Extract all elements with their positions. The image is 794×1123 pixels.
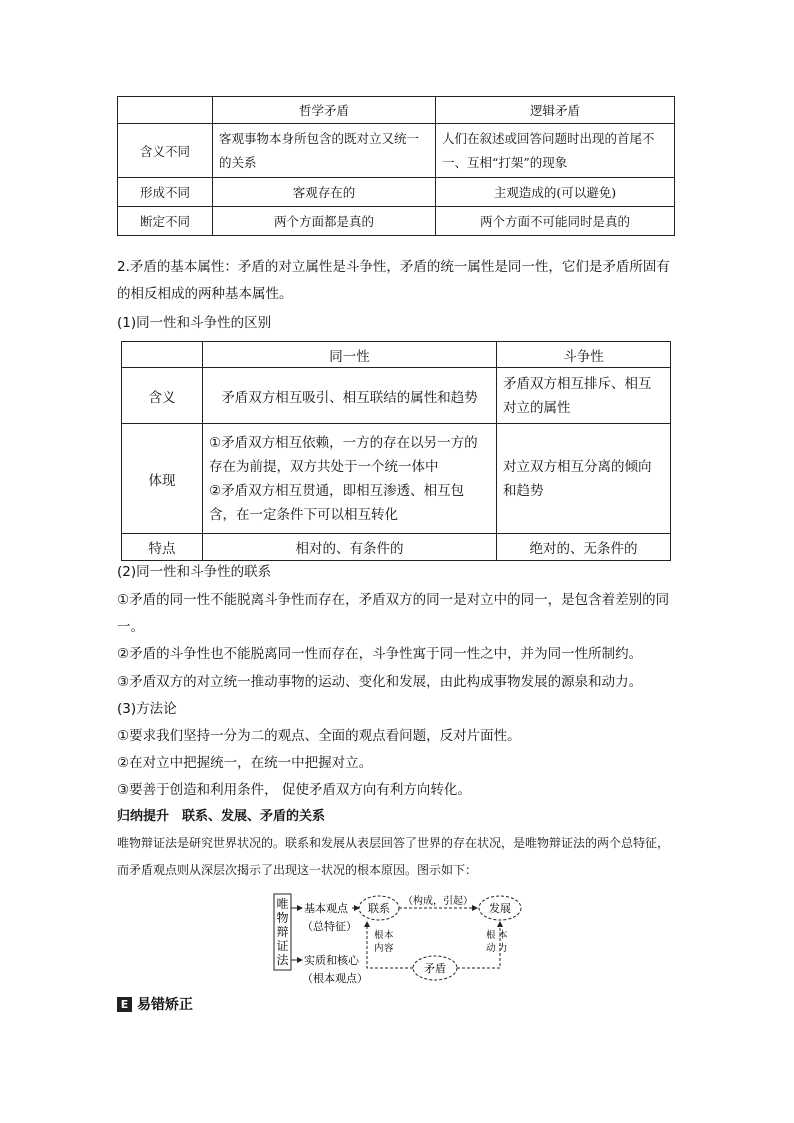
summary-heading: 归纳提升 联系、发展、矛盾的关系 (117, 809, 326, 824)
arrow-label: （构成，引起） (403, 896, 473, 907)
root-char: 辩 (276, 925, 289, 939)
node-contradiction-label: 矛盾 (424, 962, 446, 975)
right-label-char: 动 (486, 943, 496, 954)
method-point-2: ②在对立中把握统一，在统一中把握对立。 (117, 755, 373, 771)
dialectics-diagram (268, 890, 540, 990)
relation-point-3: ③矛盾双方的对立统一推动事物的运动、变化和发展，由此构成事物发展的源泉和动力。 (117, 674, 643, 690)
table1-cell: 两个方面不可能同时是真的 (436, 207, 675, 236)
section2-sub1-title: (1)同一性和斗争性的区别 (117, 315, 272, 331)
table2-header-identity: 同一性 (203, 342, 497, 368)
table2-row-label: 含义 (122, 368, 203, 424)
table1-header-empty (118, 97, 213, 124)
left-label-char: 根 (374, 930, 384, 941)
table2-cell: 相对的、有条件的 (203, 534, 497, 561)
table1-cell: 客观存在的 (213, 178, 436, 207)
table2-row-label: 体现 (122, 424, 203, 534)
table2-cell (203, 424, 497, 534)
table1-header-philosophy: 哲学矛盾 (213, 97, 436, 124)
table2-cell: 矛盾双方相互吸引、相互联结的属性和趋势 (203, 368, 497, 424)
table1-cell: 两个方面都是真的 (213, 207, 436, 236)
table1-row-label: 含义不同 (118, 124, 213, 178)
root-char: 唯 (276, 897, 289, 911)
table2-cell: 绝对的、无条件的 (497, 534, 671, 561)
left-label-char: 内 (374, 943, 384, 954)
table1-row-label: 形成不同 (118, 178, 213, 207)
table2-cell: 矛盾双方相互排斥、相互对立的属性 (497, 368, 671, 424)
relation-point-2: ②矛盾的斗争性也不能脱离同一性而存在，斗争性寓于同一性之中，并为同一性所制约。 (117, 646, 643, 662)
summary-text: 唯物辩证法是研究世界状况的。联系和发展从表层回答了世界的存在状况，是唯物辩证法的两个总特征，而矛盾观点则从深层次揭示了出现这一状况的根本原因。图示如下： (117, 836, 670, 877)
node-develop-label: 发展 (489, 902, 511, 915)
left-label-char: 本 (384, 930, 394, 941)
table2-embody-item: ①矛盾双方相互依赖，一方的存在以另一方的存在为前提，双方共处于一个统一体中 (209, 434, 478, 475)
core-view-label: 实质和核心 (304, 954, 359, 967)
table2-header-struggle: 斗争性 (497, 342, 671, 368)
right-label-char: 本 (498, 930, 508, 941)
right-label-char: 力 (498, 943, 508, 954)
basic-view-label: 基本观点 (304, 902, 348, 915)
basic-view-note: （总特征） (302, 920, 357, 933)
footer-section (117, 995, 193, 1013)
root-char: 证 (276, 939, 289, 953)
root-char: 法 (276, 953, 289, 967)
table2-cell: 对立双方相互分离的倾向和趋势 (497, 424, 671, 534)
relation-point-1: ①矛盾的同一性不能脱离斗争性而存在，矛盾双方的同一是对立中的同一，是包含着差别的同一。 (117, 592, 670, 635)
root-char: 物 (276, 911, 289, 925)
table1-cell: 客观事物本身所包含的既对立又统一的关系 (213, 124, 436, 178)
left-label-char: 容 (384, 943, 394, 954)
table2-header-empty (122, 342, 203, 368)
right-label-char: 根 (486, 930, 496, 941)
footer-title: 易错矫正 (137, 997, 193, 1013)
node-link-label: 联系 (368, 902, 390, 915)
table1-header-logic: 逻辑矛盾 (436, 97, 675, 124)
table2-row-label: 特点 (122, 534, 203, 561)
relation-title: (2)同一性和斗争性的联系 (117, 564, 272, 580)
section2-intro: 2.矛盾的基本属性：矛盾的对立属性是斗争性，矛盾的统一属性是同一性，它们是矛盾所固有的相反相成的两种基本属性。 (117, 259, 670, 302)
contradiction-comparison-table (117, 96, 675, 236)
table2-embody-item: ②矛盾双方相互贯通，即相互渗透、相互包含，在一定条件下可以相互转化 (209, 482, 465, 523)
method-title: (3)方法论 (117, 701, 177, 717)
method-point-1: ①要求我们坚持一分为二的观点、全面的观点看问题，反对片面性。 (117, 728, 521, 744)
table1-cell: 主观造成的(可以避免) (436, 178, 675, 207)
core-view-note: （根本观点） (302, 972, 368, 985)
identity-struggle-table (121, 341, 671, 561)
method-point-3: ③要善于创造和利用条件， 促使矛盾双方向有利方向转化。 (117, 782, 471, 798)
error-correction-icon: E (117, 997, 132, 1012)
table1-row-label: 断定不同 (118, 207, 213, 236)
table1-cell: 人们在叙述或回答问题时出现的首尾不一、互相“打架”的现象 (436, 124, 675, 178)
